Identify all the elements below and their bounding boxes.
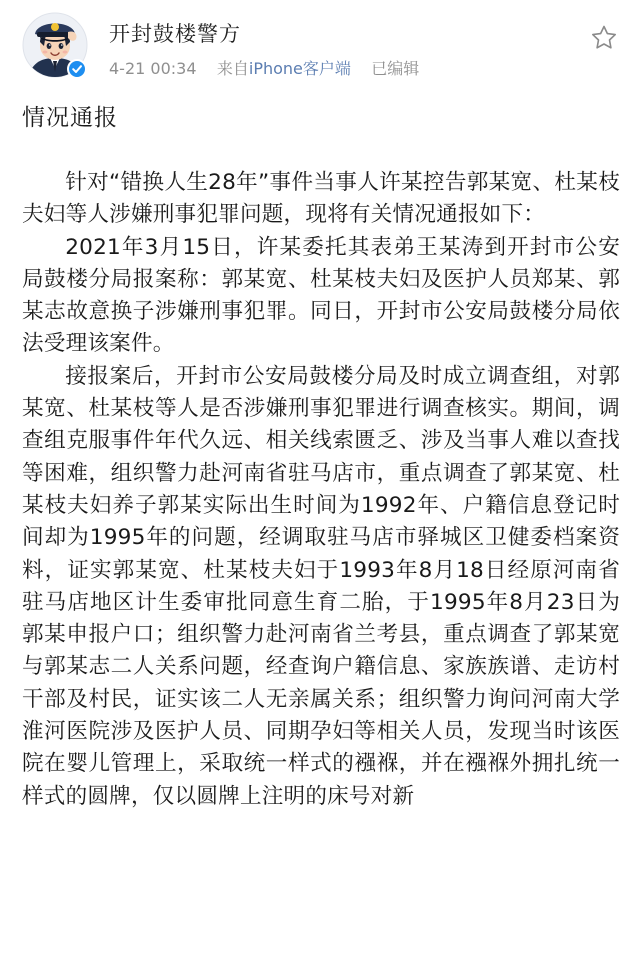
source-link[interactable]: iPhone客户端 xyxy=(248,59,351,78)
paragraph-report: 2021年3月15日，许某委托其表弟王某涛到开封市公安局鼓楼分局报案称：郭某宽、杜某枝夫妇及医护人员郑某、郭某志故意换子涉嫌刑事犯罪。同日，开封市公安局鼓楼分局依法受理该案件。 xyxy=(22,234,620,357)
post-content xyxy=(22,167,620,813)
verified-badge-icon xyxy=(67,59,87,79)
post-header xyxy=(0,0,641,90)
account-name[interactable]: 开封鼓楼警方 xyxy=(109,22,241,46)
paragraph-investigation: 接报案后，开封市公安局鼓楼分局及时成立调查组，对郭某宽、杜某枝等人是否涉嫌刑事犯罪进行调查核实。期间，调查组克服事件年代久远、相关线索匮乏、涉及当事人难以查找等困难，组织警力赴河南省驻马店市，重点调查了郭某宽、杜某枝夫妇养子郭某实际出生时间为1992年、户籍信息登记时间却为1995年的问题，经调取驻马店市驿城区卫健委档案资料，证实郭某宽、杜某枝夫妇于1993年8月18日经原河南省驻马店地区计生委审批同意生育二胎，于1995年8月23日为郭某申报户口；组织警力赴河南省兰考县，重点调查了郭某宽与郭某志二人关系问题，经查询户籍信息、家族族谱、走访村干部及村民，证实该二人无亲属关系；组织警力询问河南大学淮河医院涉及医护人员、同期孕妇等相关人员，发现当时该医院在婴儿管理上，采取统一样式的襁褓，并在襁褓外拥扎统一样式的圆牌，仅以圆牌上注明的床号对新 xyxy=(22,363,620,809)
source-prefix: 来自 xyxy=(216,59,249,78)
post-time: 4-21 00:34 xyxy=(109,59,197,78)
post-meta xyxy=(109,56,419,79)
edited-label[interactable]: 已编辑 xyxy=(371,59,420,78)
paragraph-intro: 针对“错换人生28年”事件当事人许某控告郭某宽、杜某枝夫妇等人涉嫌刑事犯罪问题，现将有关情况通报如下： xyxy=(22,170,620,228)
favorite-star-icon[interactable] xyxy=(589,23,619,53)
post-title: 情况通报 xyxy=(22,105,118,131)
